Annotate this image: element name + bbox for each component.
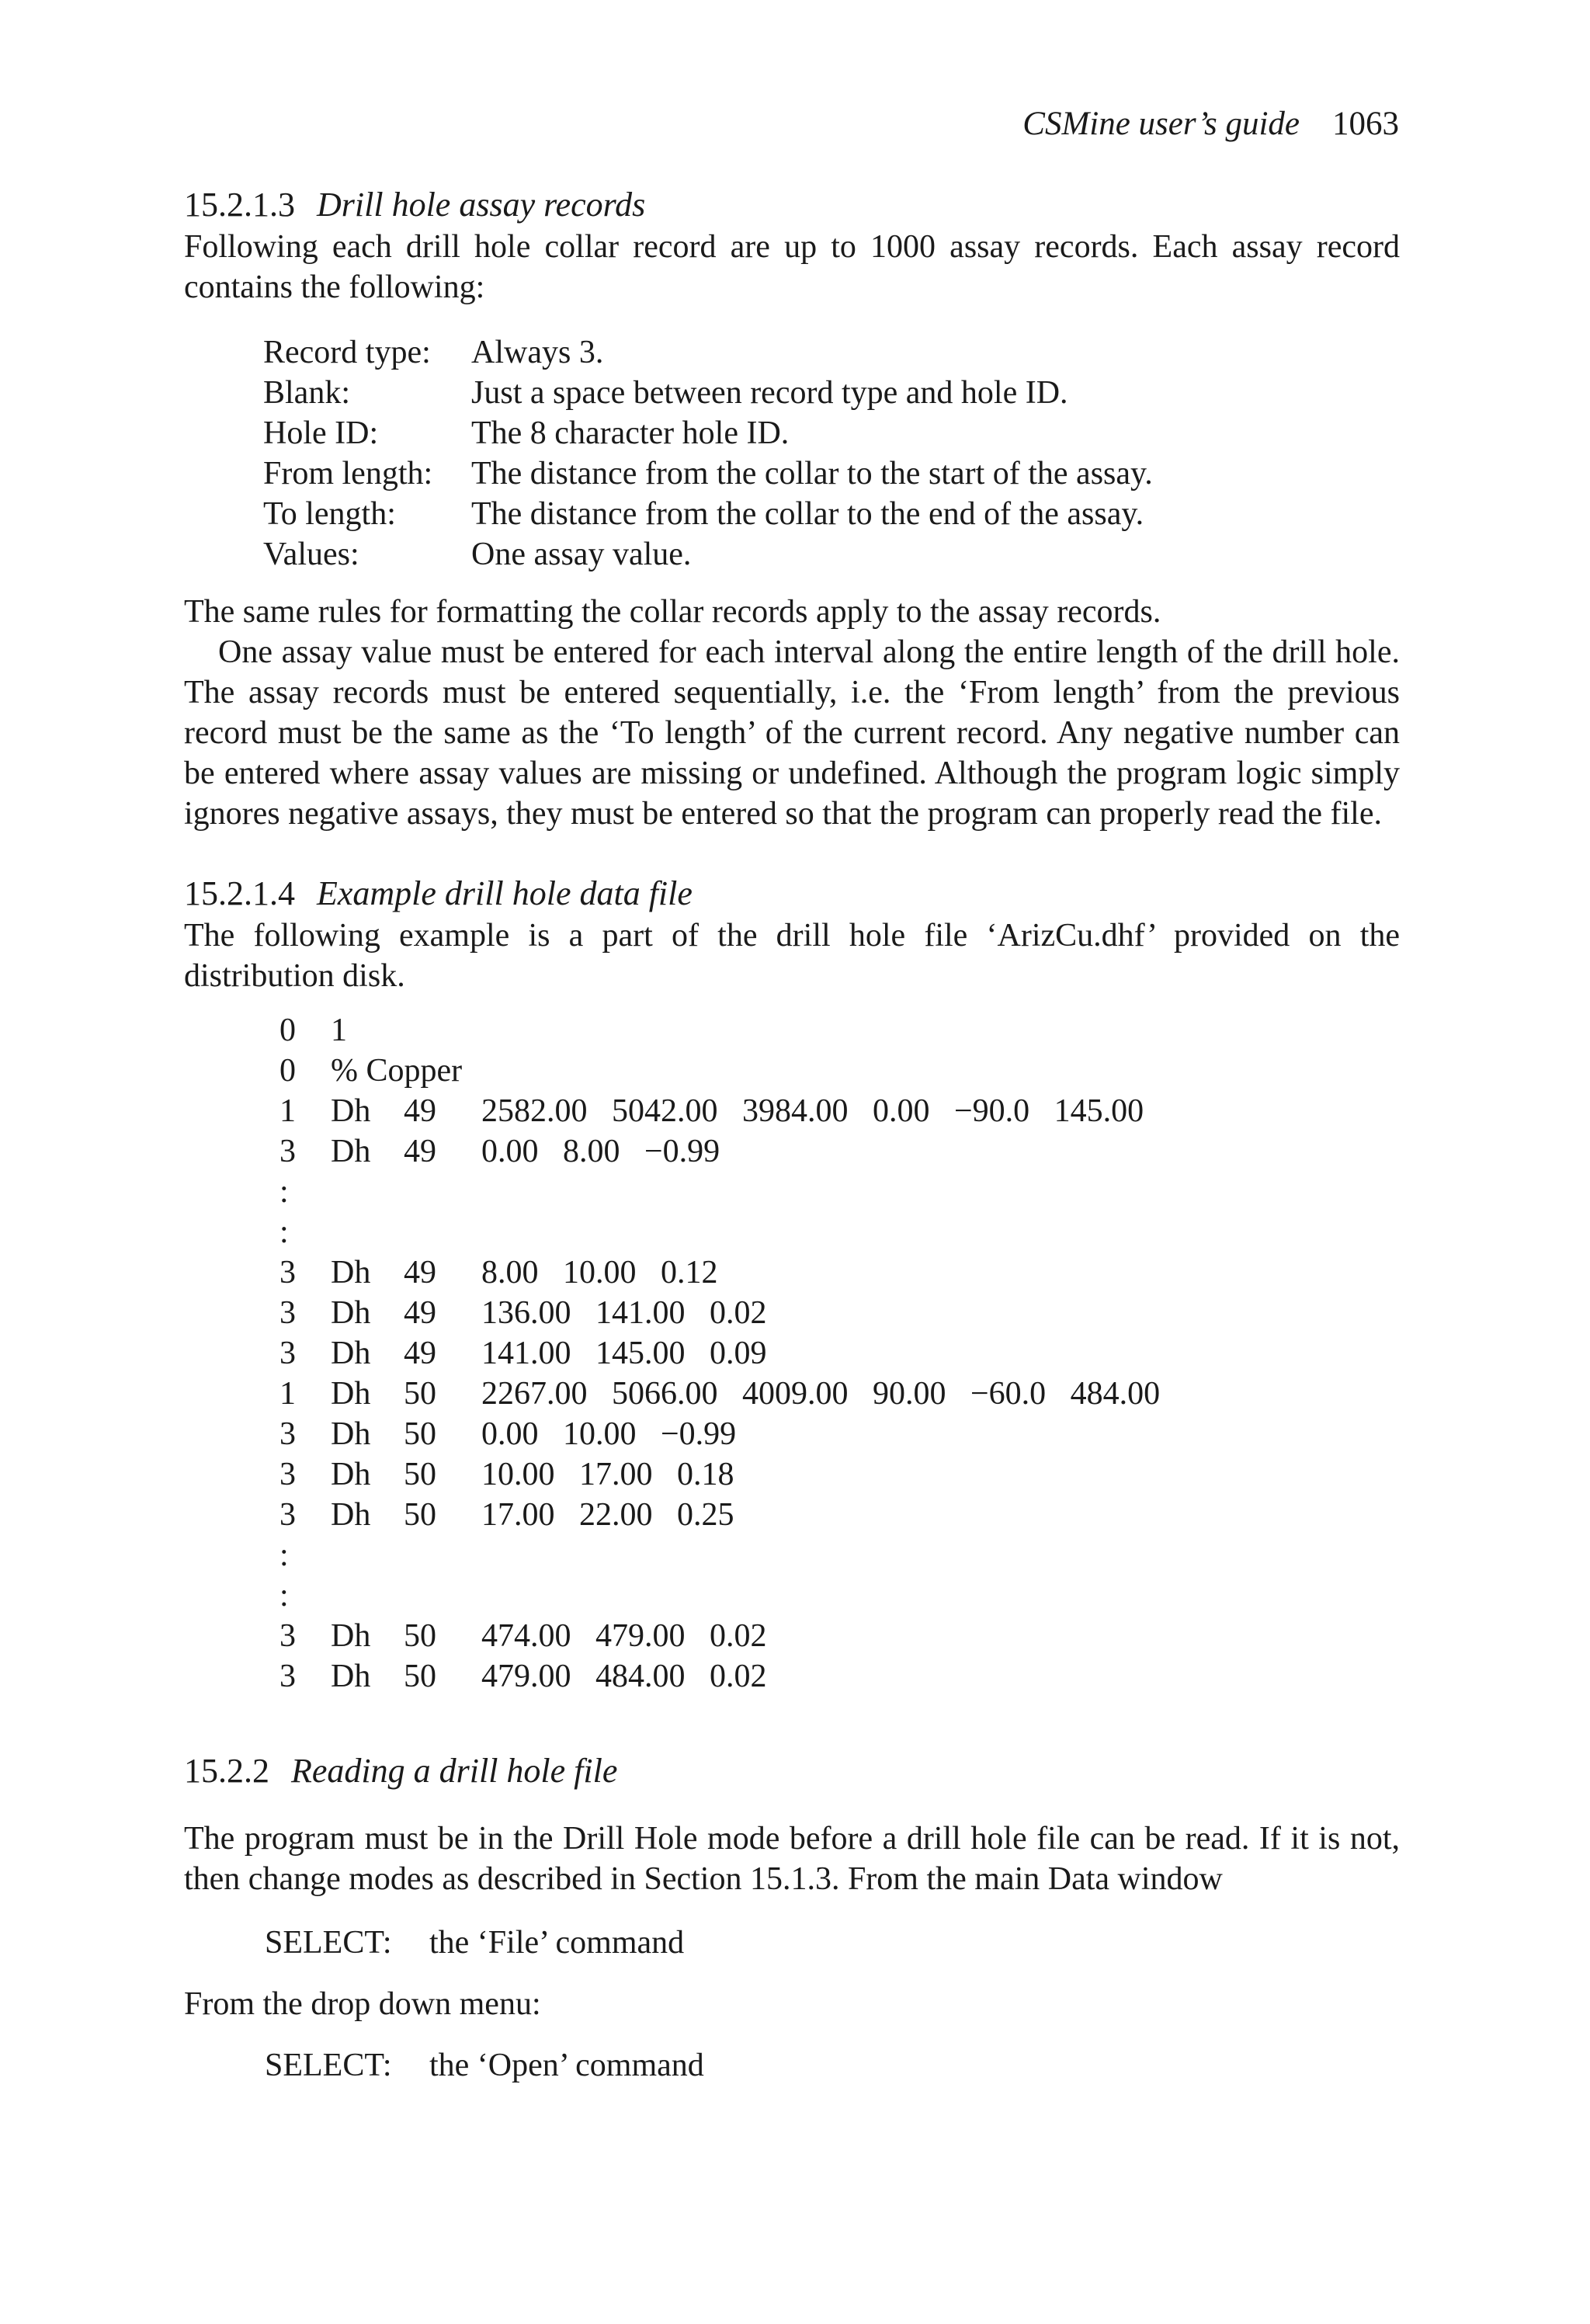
listing-cell: 479.00 484.00 0.02 [481,1659,767,1694]
listing-cell: 10.00 17.00 0.18 [481,1457,734,1492]
listing-cell: Dh [331,1659,371,1694]
definition-term: From length: [263,456,433,492]
listing-cell: : [279,1214,289,1250]
definition-term: Values: [263,537,359,572]
listing-cell: Dh [331,1457,371,1492]
listing-cell: 3 [279,1457,296,1492]
listing-cell: 3 [279,1255,296,1291]
listing-cell: 49 [404,1336,436,1371]
listing-cell: Dh [331,1255,371,1291]
listing-cell: 50 [404,1618,436,1654]
assay-intro-paragraph: Following each drill hole collar record are up to 1000 assay records. Each assay record contains the following: [184,229,1400,305]
listing-cell: 0 [279,1013,296,1048]
listing-cell: Dh [331,1295,371,1331]
listing-cell: 2267.00 5066.00 4009.00 90.00 −60.0 484.00 [481,1376,1161,1412]
drop-down-menu-text: From the drop down menu: [184,1986,541,2022]
listing-cell: : [279,1537,289,1573]
listing-cell: Dh [331,1093,371,1129]
listing-cell: 1 [279,1376,296,1412]
example-intro-paragraph: The following example is a part of the drill hole file ‘ArizCu.dhf’ provided on the distribution disk. [184,918,1400,994]
definition-term: Hole ID: [263,415,379,451]
listing-cell: 474.00 479.00 0.02 [481,1618,767,1654]
section-title: Drill hole assay records [317,186,646,224]
running-header-title: CSMine user’s guide [1022,106,1300,142]
listing-cell: 3 [279,1416,296,1452]
listing-cell: 50 [404,1497,436,1533]
listing-cell: 0.00 10.00 −0.99 [481,1416,737,1452]
page-number: 1063 [1332,106,1399,142]
listing-cell: 50 [404,1416,436,1452]
listing-cell: : [279,1174,289,1210]
listing-cell: 50 [404,1659,436,1694]
listing-cell: 3 [279,1618,296,1654]
section-title: Reading a drill hole file [291,1752,618,1790]
section-heading-example-file [184,874,693,913]
select-label: SELECT: [265,2048,392,2083]
definition-desc: One assay value. [471,537,692,572]
listing-cell: Dh [331,1416,371,1452]
listing-cell: 0 [279,1053,296,1089]
definition-desc: Always 3. [471,335,604,370]
definition-desc: The distance from the collar to the end of the assay. [471,496,1144,532]
listing-cell: 136.00 141.00 0.02 [481,1295,767,1331]
section-title: Example drill hole data file [317,874,693,912]
definition-desc: Just a space between record type and hole ID. [471,375,1068,411]
listing-cell: 3 [279,1497,296,1533]
select-text: the ‘File’ command [429,1925,685,1961]
listing-cell: Dh [331,1376,371,1412]
select-label: SELECT: [265,1925,392,1961]
section-number: 15.2.2 [184,1752,269,1790]
select-text: the ‘Open’ command [429,2048,704,2083]
assay-sequence-paragraph: One assay value must be entered for each interval along the entire length of the drill hole. The assay records must be entered sequentially, i.e. the ‘From length’ from the previous record must be the same as the ‘To length’ of the current record. Any negative number can be entered where assay values are missing or undefined. Although the program logic simply ignores negative assays, they must be entered so that the program can properly read the file. [184,634,1400,832]
listing-cell: 0.00 8.00 −0.99 [481,1134,720,1169]
listing-cell: 49 [404,1295,436,1331]
listing-cell: 49 [404,1255,436,1291]
section-heading-reading-file [184,1751,617,1791]
section-number: 15.2.1.4 [184,874,295,912]
listing-cell: 3 [279,1336,296,1371]
definition-term: To length: [263,496,396,532]
listing-cell: 3 [279,1134,296,1169]
definition-desc: The 8 character hole ID. [471,415,790,451]
listing-cell: 2582.00 5042.00 3984.00 0.00 −90.0 145.00 [481,1093,1144,1129]
listing-cell: 1 [279,1093,296,1129]
section-heading-assay-records [184,185,645,224]
listing-cell: 8.00 10.00 0.12 [481,1255,718,1291]
running-header [1022,105,1399,143]
listing-cell: : [279,1578,289,1614]
section-number: 15.2.1.3 [184,186,295,224]
listing-cell: 50 [404,1376,436,1412]
listing-cell: 49 [404,1093,436,1129]
formatting-rules-paragraph: The same rules for formatting the collar records apply to the assay records. [184,594,1161,630]
listing-cell: 3 [279,1295,296,1331]
listing-cell: Dh [331,1336,371,1371]
listing-cell: Dh [331,1134,371,1169]
listing-cell: 1 [331,1013,347,1048]
listing-cell: Dh [331,1618,371,1654]
definition-desc: The distance from the collar to the start of the assay. [471,456,1153,492]
listing-cell: 17.00 22.00 0.25 [481,1497,734,1533]
listing-cell: Dh [331,1497,371,1533]
listing-cell: 141.00 145.00 0.09 [481,1336,767,1371]
definition-term: Blank: [263,375,350,411]
listing-cell: % Copper [331,1053,463,1089]
listing-cell: 3 [279,1659,296,1694]
listing-cell: 50 [404,1457,436,1492]
definition-term: Record type: [263,335,431,370]
listing-cell: 49 [404,1134,436,1169]
reading-file-paragraph: The program must be in the Drill Hole mode before a drill hole file can be read. If it is not, then change modes as described in Section 15.1.3. From the main Data window [184,1821,1400,1897]
